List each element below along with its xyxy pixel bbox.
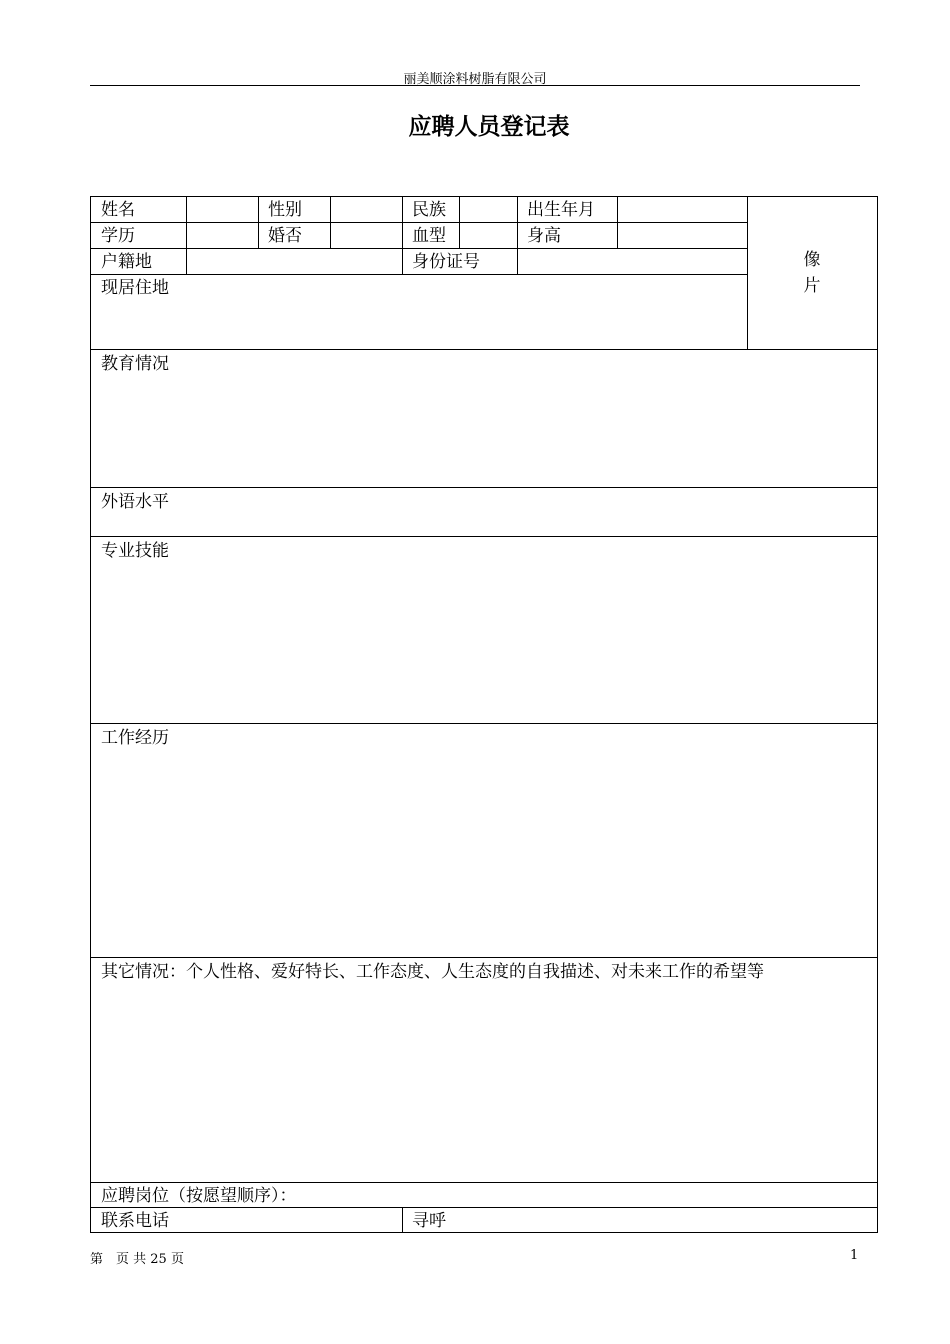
- footer-page-count: 第 页 共 25 页: [90, 1252, 184, 1267]
- col-divider-1b: [186, 248, 187, 274]
- section-divider-skills: [91, 536, 877, 537]
- label-position: 应聘岗位（按愿望顺序）：: [101, 1186, 297, 1206]
- photo-label-2: 片: [803, 276, 821, 296]
- col-divider-2: [258, 197, 259, 248]
- col-divider-1: [186, 197, 187, 248]
- section-divider-language: [91, 487, 877, 488]
- label-marital-status: 婚否: [268, 226, 302, 246]
- label-education-level: 学历: [101, 226, 135, 246]
- label-education: 教育情况: [101, 354, 169, 374]
- header-divider: [90, 85, 860, 86]
- col-divider-6: [517, 197, 518, 274]
- label-skills: 专业技能: [101, 541, 169, 561]
- label-work-experience: 工作经历: [101, 728, 169, 748]
- label-current-address: 现居住地: [101, 278, 169, 298]
- contact-divider: [402, 1207, 403, 1233]
- col-divider-3: [330, 197, 331, 248]
- header-company: 丽美顺涂料树脂有限公司: [403, 72, 547, 87]
- label-pager: 寻呼: [412, 1211, 446, 1231]
- label-blood-type: 血型: [412, 226, 446, 246]
- label-id-number: 身份证号: [412, 252, 480, 272]
- registration-form: [90, 196, 878, 1233]
- col-divider-5: [459, 197, 460, 248]
- section-divider-contact: [91, 1207, 877, 1208]
- row-divider-3: [91, 274, 747, 275]
- section-divider-work: [91, 723, 877, 724]
- label-hukou: 户籍地: [101, 252, 152, 272]
- page-title: 应聘人员登记表: [408, 114, 570, 140]
- label-height: 身高: [527, 226, 561, 246]
- label-birth-date: 出生年月: [527, 200, 595, 220]
- label-language: 外语水平: [101, 492, 169, 512]
- label-ethnicity: 民族: [412, 200, 446, 220]
- label-gender: 性别: [268, 200, 302, 220]
- section-divider-other: [91, 957, 877, 958]
- col-divider-4: [402, 197, 403, 274]
- row-divider-2: [91, 248, 747, 249]
- label-name: 姓名: [101, 200, 135, 220]
- photo-box: [797, 247, 827, 299]
- label-phone: 联系电话: [101, 1211, 169, 1231]
- section-divider-position: [91, 1182, 877, 1183]
- label-other-info: 其它情况：个人性格、爱好特长、工作态度、人生态度的自我描述、对未来工作的希望等: [101, 962, 764, 982]
- footer-page-number: 1: [850, 1248, 859, 1263]
- col-divider-7: [617, 197, 618, 248]
- section-divider-education: [91, 349, 877, 350]
- row-divider-1: [91, 222, 747, 223]
- photo-divider: [747, 197, 748, 349]
- photo-label-1: 像: [803, 250, 821, 270]
